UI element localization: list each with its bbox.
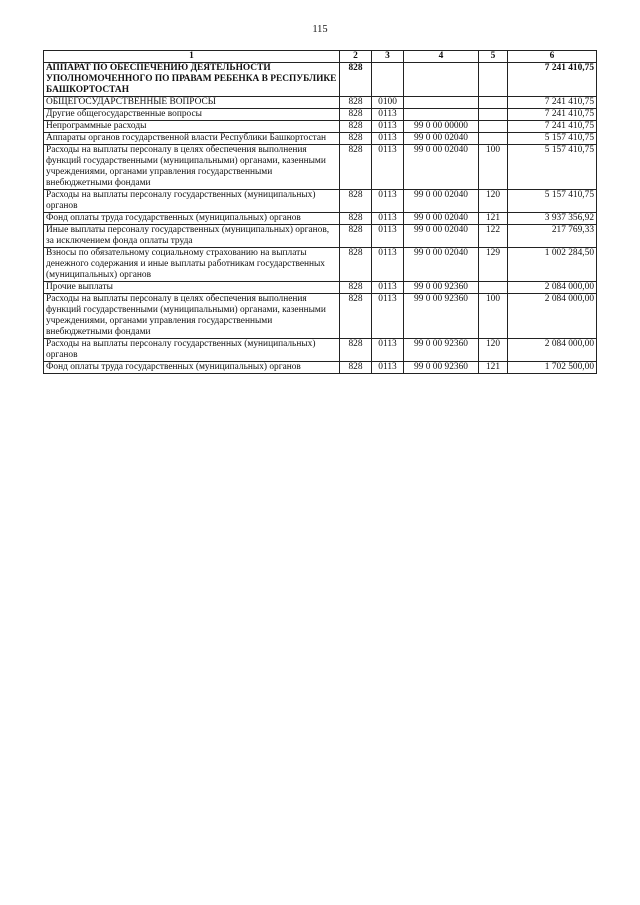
row-amount: 217 769,33 [508, 225, 597, 248]
column-header: 6 [508, 51, 597, 63]
row-name: Фонд оплаты труда государственных (муниципальных) органов [44, 213, 340, 225]
row-amount: 2 084 000,00 [508, 282, 597, 294]
row-col-5 [479, 109, 508, 121]
row-amount: 7 241 410,75 [508, 109, 597, 121]
row-amount: 7 241 410,75 [508, 121, 597, 133]
row-name: Взносы по обязательному социальному страхованию на выплаты денежного содержания и иные выплаты работникам государственных (муниципальных) органов [44, 248, 340, 282]
row-col-4 [404, 97, 479, 109]
row-col-3: 0113 [372, 339, 404, 362]
row-col-2: 828 [340, 63, 372, 97]
row-name: Расходы на выплаты персоналу в целях обеспечения выполнения функций государственными (муниципальными) органами, казенными учреждениями, органами управления государственными внебюджетными фондами [44, 145, 340, 190]
row-col-3: 0113 [372, 225, 404, 248]
row-col-2: 828 [340, 294, 372, 339]
row-col-5: 122 [479, 225, 508, 248]
row-col-4: 99 0 00 00000 [404, 121, 479, 133]
table-row [44, 248, 597, 282]
row-col-5: 121 [479, 362, 508, 374]
row-col-3: 0113 [372, 294, 404, 339]
row-col-3: 0113 [372, 133, 404, 145]
table-header-row [44, 51, 597, 63]
row-col-5 [479, 133, 508, 145]
table-row [44, 362, 597, 374]
row-name: Иные выплаты персоналу государственных (муниципальных) органов, за исключением фонда оплаты труда [44, 225, 340, 248]
row-amount: 2 084 000,00 [508, 339, 597, 362]
table-row [44, 282, 597, 294]
row-col-2: 828 [340, 248, 372, 282]
table-row [44, 339, 597, 362]
table-row [44, 294, 597, 339]
row-col-4: 99 0 00 02040 [404, 213, 479, 225]
row-col-5 [479, 97, 508, 109]
page-number: 115 [312, 24, 328, 35]
row-col-2: 828 [340, 145, 372, 190]
row-name: Расходы на выплаты персоналу государственных (муниципальных) органов [44, 190, 340, 213]
row-col-4: 99 0 00 92360 [404, 339, 479, 362]
row-col-3: 0113 [372, 248, 404, 282]
column-header: 1 [44, 51, 340, 63]
row-col-5: 129 [479, 248, 508, 282]
row-col-4: 99 0 00 02040 [404, 145, 479, 190]
row-amount: 1 002 284,50 [508, 248, 597, 282]
row-col-3: 0113 [372, 145, 404, 190]
row-col-3: 0113 [372, 362, 404, 374]
table-row [44, 133, 597, 145]
row-col-2: 828 [340, 339, 372, 362]
row-col-3 [372, 63, 404, 97]
row-name: АППАРАТ ПО ОБЕСПЕЧЕНИЮ ДЕЯТЕЛЬНОСТИ УПОЛНОМОЧЕННОГО ПО ПРАВАМ РЕБЕНКА В РЕСПУБЛИКЕ БАШКОРТОСТАН [44, 63, 340, 97]
row-amount: 3 937 356,92 [508, 213, 597, 225]
row-col-2: 828 [340, 213, 372, 225]
column-header: 5 [479, 51, 508, 63]
table-row [44, 213, 597, 225]
table-row [44, 145, 597, 190]
row-amount: 5 157 410,75 [508, 133, 597, 145]
row-amount: 2 084 000,00 [508, 294, 597, 339]
row-col-4: 99 0 00 02040 [404, 190, 479, 213]
table-row [44, 63, 597, 97]
budget-table [43, 50, 597, 374]
row-name: Расходы на выплаты персоналу государственных (муниципальных) органов [44, 339, 340, 362]
row-col-2: 828 [340, 121, 372, 133]
row-col-3: 0113 [372, 109, 404, 121]
table-row [44, 225, 597, 248]
row-col-2: 828 [340, 190, 372, 213]
row-col-2: 828 [340, 225, 372, 248]
column-header: 4 [404, 51, 479, 63]
row-name: Фонд оплаты труда государственных (муниципальных) органов [44, 362, 340, 374]
row-col-3: 0100 [372, 97, 404, 109]
row-name: Аппараты органов государственной власти Республики Башкортостан [44, 133, 340, 145]
row-col-2: 828 [340, 282, 372, 294]
row-col-3: 0113 [372, 121, 404, 133]
table-row [44, 109, 597, 121]
row-amount: 5 157 410,75 [508, 145, 597, 190]
row-name: Прочие выплаты [44, 282, 340, 294]
row-col-2: 828 [340, 133, 372, 145]
row-name: ОБЩЕГОСУДАРСТВЕННЫЕ ВОПРОСЫ [44, 97, 340, 109]
row-col-5: 120 [479, 339, 508, 362]
row-name: Непрограммные расходы [44, 121, 340, 133]
row-col-4: 99 0 00 92360 [404, 282, 479, 294]
row-col-5 [479, 121, 508, 133]
row-col-5: 100 [479, 294, 508, 339]
row-col-5: 121 [479, 213, 508, 225]
row-amount: 7 241 410,75 [508, 63, 597, 97]
row-col-3: 0113 [372, 282, 404, 294]
row-col-4 [404, 109, 479, 121]
row-col-4: 99 0 00 02040 [404, 133, 479, 145]
row-amount: 7 241 410,75 [508, 97, 597, 109]
row-col-2: 828 [340, 109, 372, 121]
row-col-4 [404, 63, 479, 97]
row-amount: 1 702 500,00 [508, 362, 597, 374]
row-amount: 5 157 410,75 [508, 190, 597, 213]
row-name: Другие общегосударственные вопросы [44, 109, 340, 121]
row-col-4: 99 0 00 92360 [404, 294, 479, 339]
row-col-4: 99 0 00 02040 [404, 248, 479, 282]
row-col-5: 120 [479, 190, 508, 213]
row-col-5 [479, 63, 508, 97]
row-col-4: 99 0 00 92360 [404, 362, 479, 374]
table-row [44, 121, 597, 133]
row-col-5 [479, 282, 508, 294]
row-col-3: 0113 [372, 190, 404, 213]
row-col-5: 100 [479, 145, 508, 190]
column-header: 3 [372, 51, 404, 63]
row-name: Расходы на выплаты персоналу в целях обеспечения выполнения функций государственными (муниципальными) органами, казенными учреждениями, органами управления государственными внебюджетными фондами [44, 294, 340, 339]
column-header: 2 [340, 51, 372, 63]
row-col-2: 828 [340, 97, 372, 109]
table-row [44, 97, 597, 109]
row-col-2: 828 [340, 362, 372, 374]
row-col-4: 99 0 00 02040 [404, 225, 479, 248]
table-row [44, 190, 597, 213]
row-col-3: 0113 [372, 213, 404, 225]
